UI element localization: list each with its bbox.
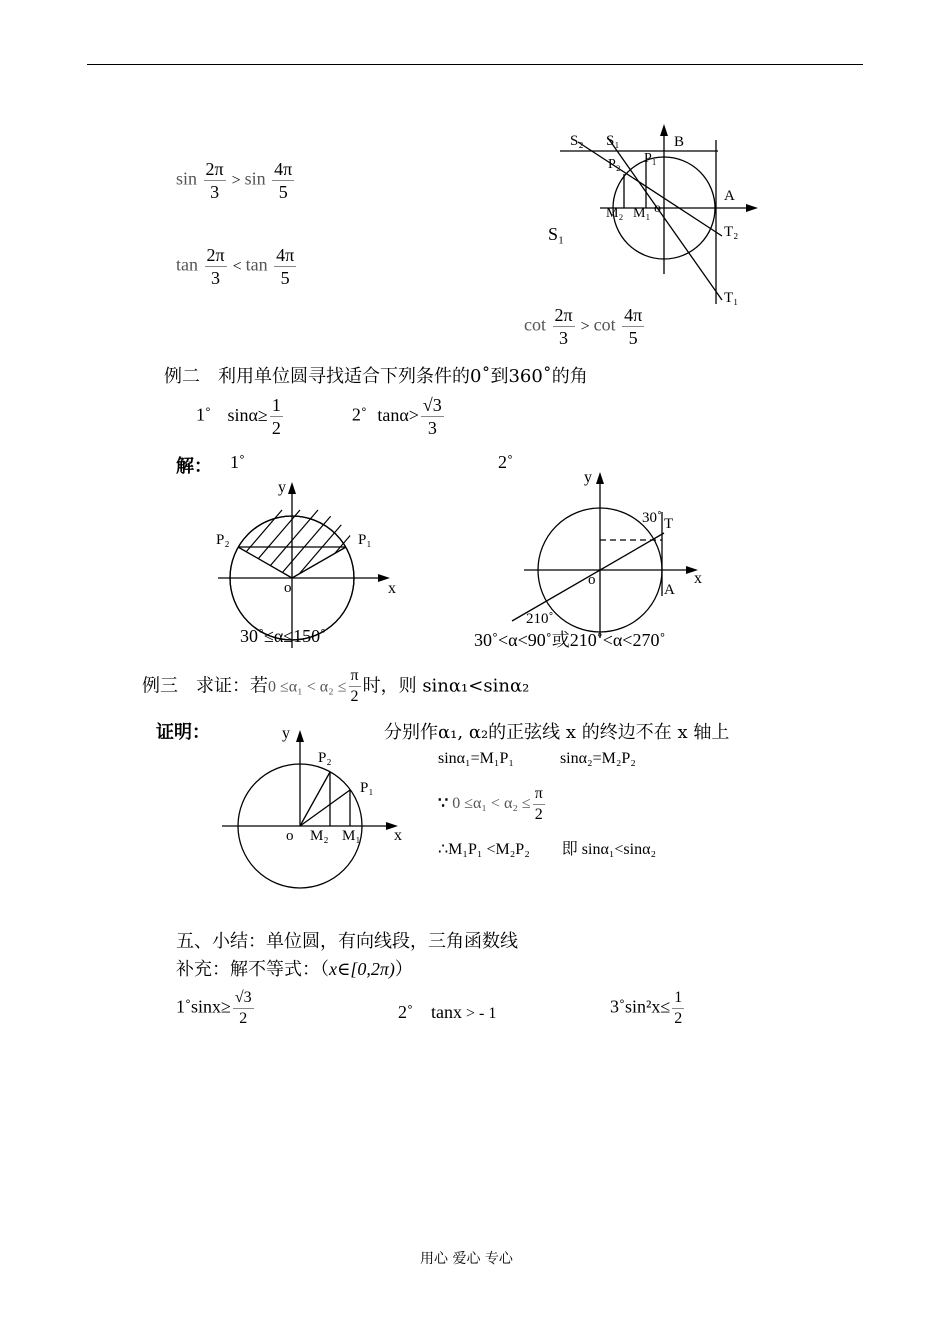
label-a: A xyxy=(664,582,675,598)
fraction: $\frac{\pi}{2}$ xyxy=(350,667,359,705)
label-x: x xyxy=(694,570,702,587)
label-s1: S₁ xyxy=(606,133,620,149)
label-m1: M₁ xyxy=(342,828,361,844)
x-axis-arrow xyxy=(746,204,758,212)
label-m2: M₂ xyxy=(606,206,624,221)
solution-label: 解： xyxy=(176,456,212,477)
supplement-q2: 2˚ tanx > - 1 xyxy=(398,1002,497,1022)
label-s2: S₂ xyxy=(570,133,584,149)
label-origin: o xyxy=(654,201,661,216)
label-y: y xyxy=(278,479,286,496)
example-2-heading: 例二 利用单位圆寻找适合下列条件的0˚到360˚的角 xyxy=(164,366,588,387)
terminal-line-p2 xyxy=(300,772,330,826)
proof-label: 证明： xyxy=(156,722,210,743)
fraction: $\frac{4\pi}{5}$ xyxy=(624,305,643,348)
tan-comparison: tan $\frac{2\pi}{3}$ < tan $\frac{4\pi}{5}$ xyxy=(176,245,295,288)
label-m2: M₂ xyxy=(310,828,329,844)
unit-circle-diagram-1 xyxy=(540,118,780,318)
example-3-heading: 例三 求证：若0 ≤α₁ < α₂ ≤ $\frac{\pi}{2}$ 时，则 sinα₁<sinα₂ xyxy=(142,667,530,705)
sin-func: sin xyxy=(176,168,198,189)
proof-line-4: ∴M₁P₁ <M₂P₂ 即 sinα₁<sinα₂ xyxy=(438,841,657,858)
page-footer: 用心 爱心 专心 xyxy=(420,1251,513,1267)
side-label-s1: S₁ xyxy=(548,224,565,244)
fraction: $\frac{1}{2}$ xyxy=(674,989,683,1027)
fraction: $\frac{4\pi}{5}$ xyxy=(276,245,295,288)
label-210-deg: 210˚ xyxy=(526,611,554,627)
fraction: $\frac{\pi}{2}$ xyxy=(534,785,543,823)
label-p2: P₂ xyxy=(318,750,332,766)
unit-circle-diagram-3 xyxy=(500,460,720,650)
proof-line-3: ∵ 0 ≤α₁ < α₂ ≤ $\frac{\pi}{2}$ xyxy=(438,785,543,823)
label-p2: P₂ xyxy=(608,157,621,172)
label-m1: M₁ xyxy=(633,206,651,221)
result-2: 30˚<α<90˚或210˚<α<270˚ xyxy=(474,630,666,650)
summary-line-1: 五、小结：单位圆，有向线段，三角函数线 xyxy=(176,931,518,952)
label-30-deg: 30˚ xyxy=(642,510,662,526)
proof-line-2: sinα₁=M₁P₁ sinα₂=M₂P₂ xyxy=(438,750,636,767)
terminal-line-p1 xyxy=(300,790,350,826)
result-1: 30˚≤α≤150˚ xyxy=(240,626,327,646)
terminal-line-1 xyxy=(608,138,722,300)
label-t: T xyxy=(664,516,674,532)
label-origin: o xyxy=(588,572,596,588)
y-axis-arrow xyxy=(288,482,296,494)
fraction: $\frac{2\pi}{3}$ xyxy=(554,305,573,348)
cot-comparison: cot $\frac{2\pi}{3}$ > cot $\frac{4\pi}{5}$ xyxy=(524,305,643,348)
label-x: x xyxy=(394,827,402,844)
label-y: y xyxy=(584,469,592,486)
label-p2: P₂ xyxy=(216,532,230,548)
part-2-label: 2˚ xyxy=(498,452,513,472)
supplement-q3: 3˚sin²x≤ $\frac{1}{2}$ xyxy=(610,989,683,1027)
supplement-q1: 1˚sinx≥ $\frac{√3}{2}$ xyxy=(176,989,252,1027)
label-p1: P₁ xyxy=(644,151,657,166)
label-p1: P₁ xyxy=(360,780,374,796)
fraction: $\frac{√3}{3}$ xyxy=(422,395,442,438)
fraction: $\frac{√3}{2}$ xyxy=(234,989,252,1027)
label-x: x xyxy=(388,580,396,597)
y-axis-arrow xyxy=(296,730,304,742)
cot-func: cot xyxy=(524,314,546,335)
example-2-conditions: 1˚ sinα≥ $\frac{1}{2}$ 2˚ tanα> $\frac{√3}{3}$ xyxy=(196,395,442,438)
fraction: $\frac{1}{2}$ xyxy=(271,395,281,438)
unit-circle-diagram-4 xyxy=(210,718,410,898)
label-p1: P₁ xyxy=(358,532,372,548)
part-1-label: 1˚ xyxy=(230,452,245,472)
sin-comparison: sin $\frac{2\pi}{3}$ > sin $\frac{4\pi}{5}$ xyxy=(176,159,293,202)
label-a: A xyxy=(724,188,735,204)
summary-line-2: 补充：解不等式：（x∈[0,2π)） xyxy=(176,959,413,980)
label-b: B xyxy=(674,134,685,150)
tan-func: tan xyxy=(176,254,198,275)
label-t1: T₁ xyxy=(724,290,739,306)
y-axis-arrow xyxy=(660,124,668,136)
fraction: $\frac{2\pi}{3}$ xyxy=(205,159,224,202)
y-axis-arrow xyxy=(596,472,604,484)
label-origin: o xyxy=(286,828,294,844)
label-origin: o xyxy=(284,580,292,596)
label-y: y xyxy=(282,725,290,742)
label-t2: T₂ xyxy=(724,224,739,240)
header-rule xyxy=(87,64,863,65)
proof-line-1: 分别作α₁, α₂的正弦线 x 的终边不在 x 轴上 xyxy=(384,722,730,743)
fraction: $\frac{2\pi}{3}$ xyxy=(206,245,225,288)
fraction: $\frac{4\pi}{5}$ xyxy=(274,159,293,202)
sector-hatching xyxy=(222,510,372,580)
